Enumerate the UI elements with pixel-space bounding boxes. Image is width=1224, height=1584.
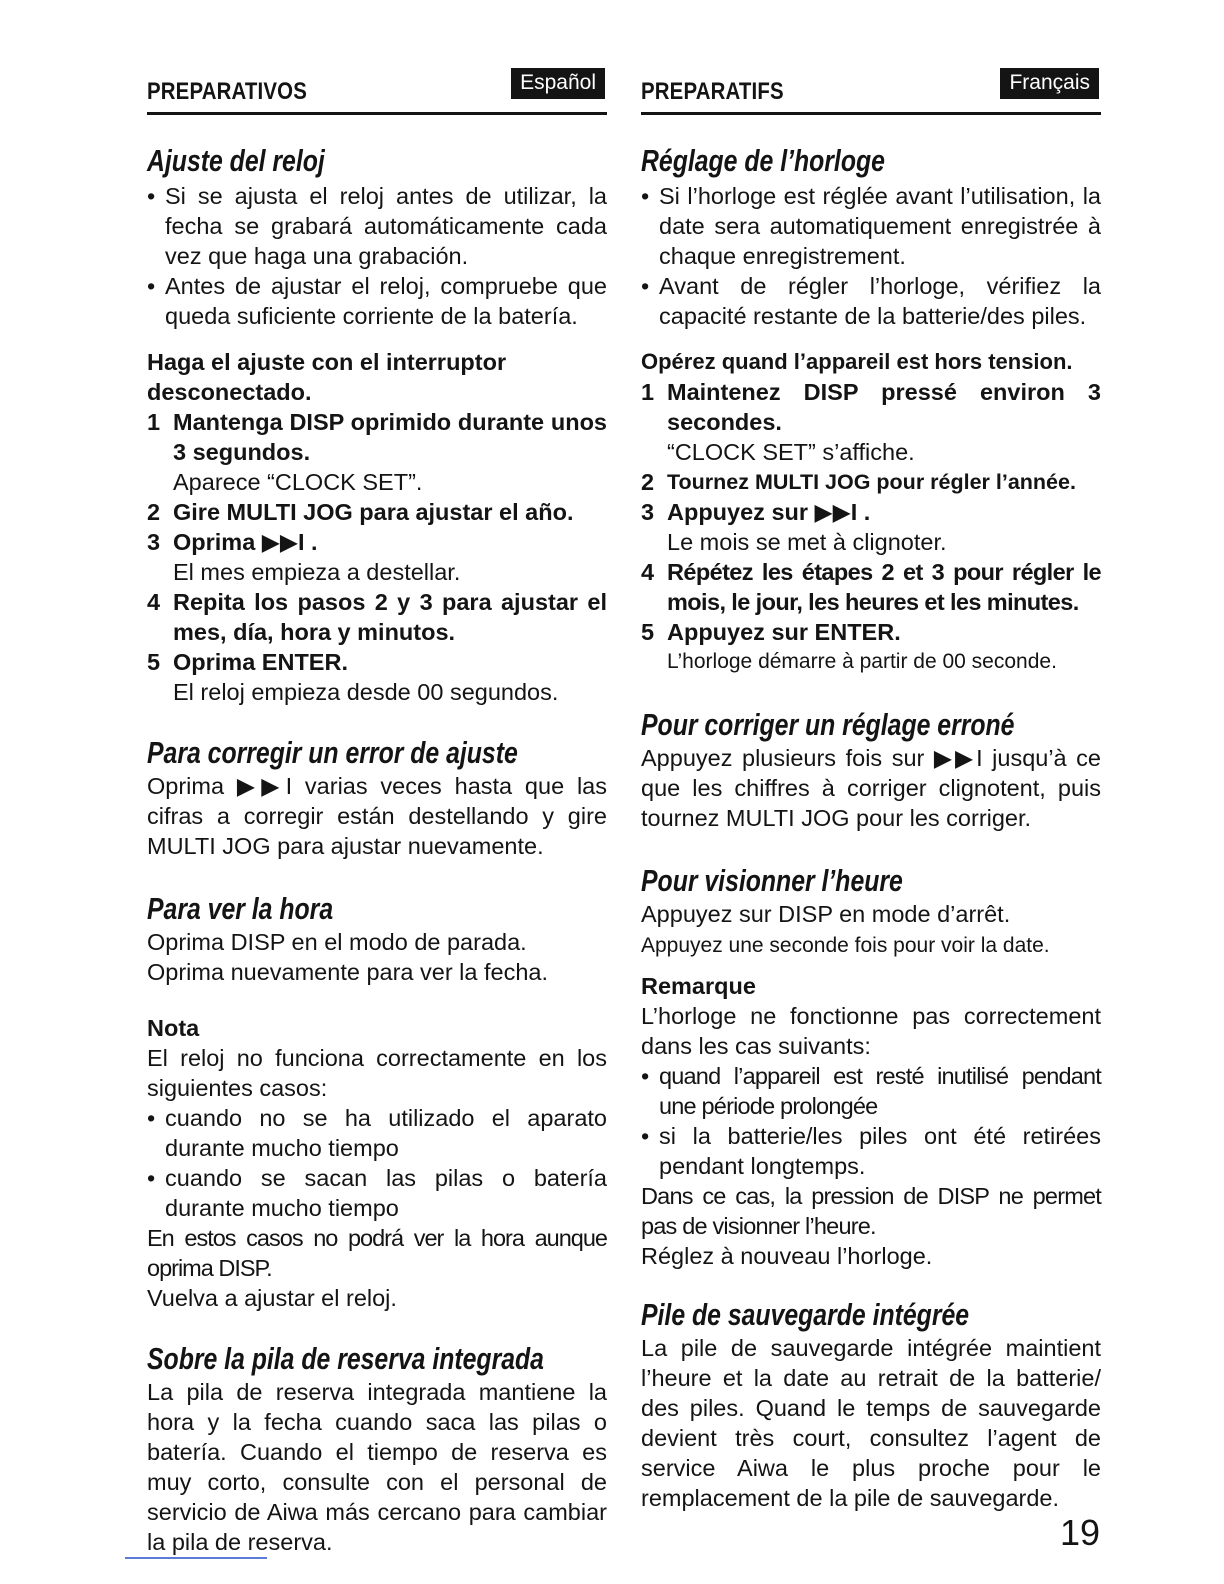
step-note: “CLOCK SET” s’affiche.	[667, 439, 915, 465]
step-item	[147, 647, 607, 707]
step-item	[641, 557, 1101, 617]
step-instruction: Gire MULTI JOG para ajustar el año.	[173, 499, 574, 525]
paragraph: En estos casos no podrá ver la hora aunque oprima DISP.	[147, 1225, 607, 1281]
heading-clock-setting: Réglage de l’horloge	[641, 143, 885, 178]
step-number: 2	[147, 499, 161, 525]
step-instruction: Mantenga DISP oprimido durante unos 3 segundos.	[173, 409, 607, 465]
step-instruction: Appuyez sur ENTER.	[667, 619, 901, 645]
section-header	[641, 68, 1101, 115]
instruction-intro	[147, 347, 607, 407]
paragraph	[147, 927, 607, 987]
step-instruction: Tournez MULTI JOG pour régler l’année.	[667, 470, 1076, 494]
language-tab: Français	[1000, 68, 1099, 99]
bullet-item: • cuando se sacan las pilas o batería durante mucho tiempo	[147, 1163, 607, 1223]
note-heading: Nota	[147, 1015, 200, 1041]
intro-line: desconectado.	[147, 379, 312, 405]
step-number: 5	[641, 619, 655, 645]
section-title: PREPARATIFS	[641, 78, 784, 105]
step-number: 3	[147, 529, 161, 555]
footer-divider	[125, 1557, 267, 1559]
instruction-intro: Opérez quand l’appareil est hors tension.	[641, 349, 1073, 374]
paragraph: Vuelva a ajustar el reloj.	[147, 1285, 397, 1311]
step-number: 5	[147, 649, 161, 675]
text-line: Oprima nuevamente para ver la fecha.	[147, 959, 549, 985]
text-line: Appuyez une seconde fois pour voir la date.	[641, 934, 1050, 957]
heading-view-time: Pour visionner l’heure	[641, 863, 903, 898]
step-instruction: Oprima ENTER.	[173, 649, 348, 675]
step-instruction: Répétez les étapes 2 et 3 pour régler le mois, le jour, les heures et les minutes.	[667, 559, 1101, 615]
bullet-item: • Si l’horloge est réglée avant l’utilisation, la date sera automatiquement enregistrée à chaque enregistrement.	[641, 181, 1101, 271]
paragraph	[641, 899, 1101, 961]
step-item	[147, 497, 607, 527]
heading-clock-setting: Ajuste del reloj	[147, 143, 325, 178]
heading-backup-battery: Pile de sauvegarde intégrée	[641, 1297, 970, 1332]
note-heading: Remarque	[641, 973, 756, 999]
step-number: 2	[641, 469, 655, 495]
paragraph: La pile de sauvegarde intégrée maintient l’heure et la date au retrait de la batterie/ des piles. Quand le temps de sauvegarde devient très court, consultez l’agent de service Aiwa le plus proche pour le remplacement de la pile de sauvegarde.	[641, 1335, 1101, 1511]
text-line: Oprima DISP en el modo de parada.	[147, 929, 527, 955]
language-tab: Español	[511, 68, 605, 99]
bullet-item: • si la batterie/les piles ont été retirées pendant longtemps.	[641, 1121, 1101, 1181]
step-item	[641, 377, 1101, 467]
step-item	[147, 587, 607, 647]
step-item	[641, 617, 1101, 677]
bullet-item: • Antes de ajustar el reloj, compruebe que queda suficiente corriente de la batería.	[147, 271, 607, 331]
step-item	[641, 497, 1101, 557]
step-item	[147, 527, 607, 587]
heading-backup-battery: Sobre la pila de reserva integrada	[147, 1341, 544, 1376]
bullet-item: • cuando no se ha utilizado el aparato durante mucho tiempo	[147, 1103, 607, 1163]
paragraph: El reloj no funciona correctamente en los siguientes casos:	[147, 1045, 607, 1101]
step-note: Aparece “CLOCK SET”.	[173, 469, 423, 495]
bullet-item: • quand l’appareil est resté inutilisé pendant une période prolongée	[641, 1061, 1101, 1121]
paragraph: Appuyez plusieurs fois sur ▶▶I jusqu’à ce que les chiffres à corriger clignotent, puis tournez MULTI JOG pour les corriger.	[641, 745, 1101, 831]
step-note: El mes empieza a destellar.	[173, 559, 461, 585]
text-line: Appuyez sur DISP en mode d’arrêt.	[641, 901, 1011, 927]
paragraph: Réglez à nouveau l’horloge.	[641, 1243, 933, 1269]
heading-correct-error: Pour corriger un réglage erroné	[641, 707, 1015, 742]
bullet-item: • Si se ajusta el reloj antes de utilizar, la fecha se grabará automáticamente cada vez que haga una grabación.	[147, 181, 607, 271]
paragraph: Oprima ▶▶I varias veces hasta que las cifras a corregir están destellando y gire MULTI JOG para ajustar nuevamente.	[147, 773, 607, 859]
paragraph: L’horloge ne fonctionne pas correctement dans les cas suivants:	[641, 1003, 1101, 1059]
section-title: PREPARATIVOS	[147, 78, 307, 105]
spanish-column	[147, 68, 607, 1557]
step-number: 4	[147, 589, 161, 615]
step-number: 3	[641, 499, 655, 525]
bullet-item: • Avant de régler l’horloge, vérifiez la capacité restante de la batterie/des piles.	[641, 271, 1101, 331]
step-number: 1	[147, 409, 161, 435]
step-instruction: Appuyez sur ▶▶I .	[667, 499, 871, 525]
heading-view-time: Para ver la hora	[147, 891, 334, 926]
step-number: 1	[641, 379, 655, 405]
step-instruction: Maintenez DISP pressé environ 3 secondes.	[667, 379, 1101, 435]
step-note: El reloj empieza desde 00 segundos.	[173, 679, 559, 705]
page-number: 19	[1060, 1512, 1101, 1553]
intro-line: Haga el ajuste con el interruptor	[147, 349, 507, 375]
paragraph: Dans ce cas, la pression de DISP ne permet pas de visionner l’heure.	[641, 1183, 1101, 1239]
step-number: 4	[641, 559, 655, 585]
step-note: Le mois se met à clignoter.	[667, 529, 947, 555]
paragraph: La pila de reserva integrada mantiene la hora y la fecha cuando saca las pilas o batería. Cuando el tiempo de reserva es muy corto, consulte con el personal de servicio de Aiwa más cercano para cambiar la pila de reserva.	[147, 1379, 607, 1555]
step-note: L’horloge démarre à partir de 00 seconde.	[667, 650, 1057, 673]
step-instruction: Repita los pasos 2 y 3 para ajustar el mes, día, hora y minutos.	[173, 589, 607, 645]
step-item	[641, 467, 1101, 497]
step-item	[147, 407, 607, 497]
heading-correct-error: Para corregir un error de ajuste	[147, 735, 518, 770]
section-header	[147, 68, 607, 115]
step-instruction: Oprima ▶▶I .	[173, 529, 318, 555]
french-column	[641, 68, 1101, 1513]
